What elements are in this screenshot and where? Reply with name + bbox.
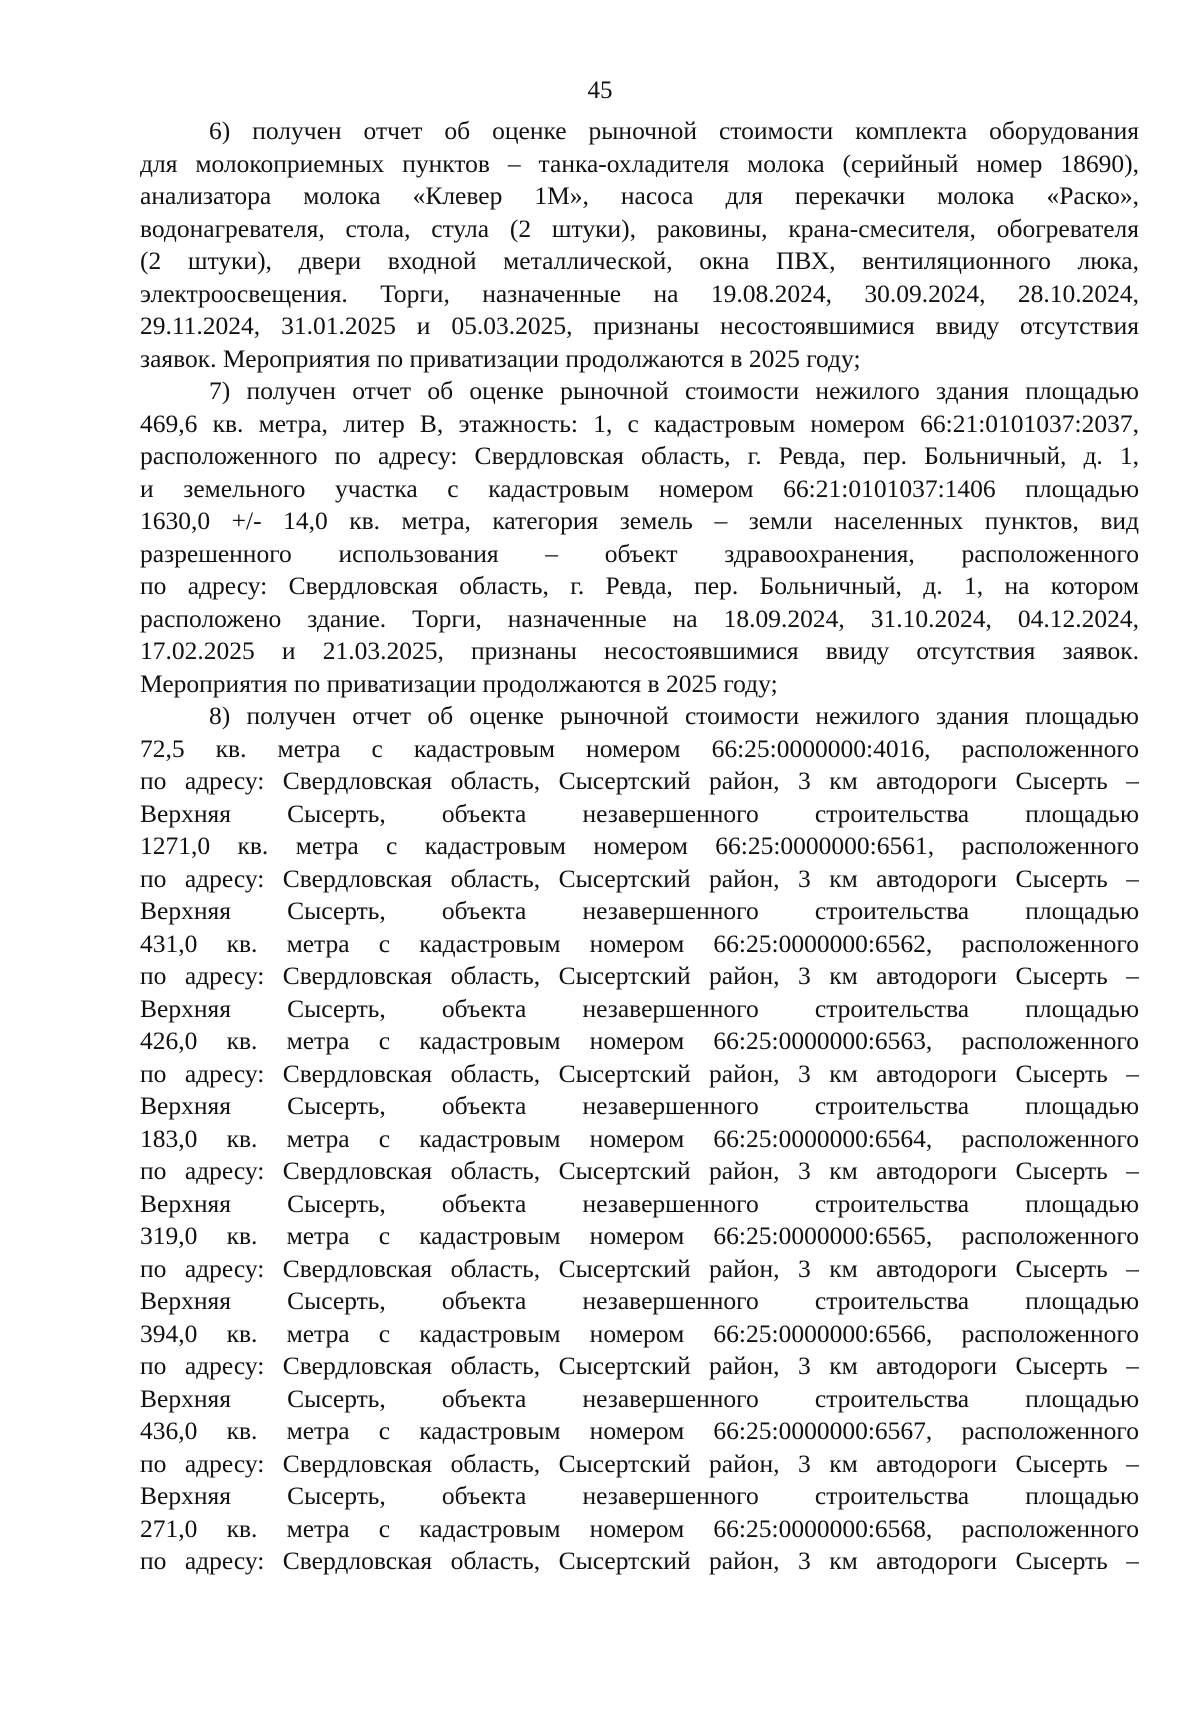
text-line: Верхняя Сысерть, объекта незавершенного строительства площадью bbox=[140, 1091, 1139, 1120]
text-line: Верхняя Сысерть, объекта незавершенного строительства площадью bbox=[140, 798, 1139, 828]
text-line: разрешенного использования – объект здравоохранения, расположенного bbox=[140, 538, 1139, 568]
text-line: Мероприятия по приватизации продолжаются в 2025 году; bbox=[140, 668, 778, 698]
text-line: 8) получен отчет об оценке рыночной стоимости нежилого здания площадью bbox=[209, 701, 1139, 730]
text-line: 183,0 кв. метра с кадастровым номером 66:25:0000000:6564, расположенного bbox=[140, 1123, 1139, 1153]
text-line: по адресу: Свердловская область, Сысертский район, 3 км автодороги Сысерть – bbox=[140, 961, 1139, 990]
text-line: по адресу: Свердловская область, Сысертский район, 3 км автодороги Сысерть – bbox=[140, 1448, 1139, 1478]
text-line: 29.11.2024, 31.01.2025 и 05.03.2025, признаны несостоявшимися ввиду отсутствия bbox=[140, 311, 1139, 340]
text-line: и земельного участка с кадастровым номером 66:21:0101037:1406 площадью bbox=[140, 473, 1139, 503]
text-line: водонагревателя, стола, стула (2 штуки), раковины, крана-смесителя, обогревателя bbox=[140, 213, 1139, 243]
text-line: 1271,0 кв. метра с кадастровым номером 66:25:0000000:6561, расположенного bbox=[140, 831, 1139, 860]
text-line: 431,0 кв. метра с кадастровым номером 66:25:0000000:6562, расположенного bbox=[140, 928, 1139, 958]
text-line: для молокоприемных пунктов – танка-охладителя молока (серийный номер 18690), bbox=[140, 148, 1139, 178]
text-line: 72,5 кв. метра с кадастровым номером 66:25:0000000:4016, расположенного bbox=[140, 733, 1139, 763]
text-line: 436,0 кв. метра с кадастровым номером 66:25:0000000:6567, расположенного bbox=[140, 1416, 1139, 1445]
text-line: по адресу: Свердловская область, Сысертский район, 3 км автодороги Сысерть – bbox=[140, 863, 1139, 893]
text-line: по адресу: Свердловская область, Сысертский район, 3 км автодороги Сысерть – bbox=[140, 1351, 1139, 1380]
text-line: Верхняя Сысерть, объекта незавершенного строительства площадью bbox=[140, 1286, 1139, 1315]
text-line: по адресу: Свердловская область, Сысертский район, 3 км автодороги Сысерть – bbox=[140, 1058, 1139, 1088]
text-line: расположено здание. Торги, назначенные на 18.09.2024, 31.10.2024, 04.12.2024, bbox=[140, 603, 1139, 633]
text-line: Верхняя Сысерть, объекта незавершенного строительства площадью bbox=[140, 1188, 1139, 1218]
text-line: по адресу: Свердловская область, Сысертский район, 3 км автодороги Сысерть – bbox=[140, 1546, 1139, 1575]
text-line: 469,6 кв. метра, литер В, этажность: 1, с кадастровым номером 66:21:0101037:2037, bbox=[140, 408, 1139, 438]
document-body bbox=[140, 115, 1139, 1578]
paragraph-item-8 bbox=[140, 700, 1139, 1578]
text-line: Верхняя Сысерть, объекта незавершенного строительства площадью bbox=[140, 896, 1139, 925]
text-line: Верхняя Сысерть, объекта незавершенного строительства площадью bbox=[140, 1383, 1139, 1413]
page-number: 45 bbox=[587, 77, 613, 104]
text-line: 426,0 кв. метра с кадастровым номером 66:25:0000000:6563, расположенного bbox=[140, 1026, 1139, 1055]
text-line: по адресу: Свердловская область, Сысертский район, 3 км автодороги Сысерть – bbox=[140, 1156, 1139, 1185]
text-line: 17.02.2025 и 21.03.2025, признаны несостоявшимися ввиду отсутствия заявок. bbox=[140, 636, 1139, 665]
text-line: по адресу: Свердловская область, Сысертский район, 3 км автодороги Сысерть – bbox=[140, 1253, 1139, 1283]
paragraph-item-7 bbox=[140, 375, 1139, 700]
text-line: (2 штуки), двери входной металлической, окна ПВХ, вентиляционного люка, bbox=[140, 246, 1139, 275]
text-line: Верхняя Сысерть, объекта незавершенного строительства площадью bbox=[140, 1481, 1139, 1510]
text-line: анализатора молока «Клевер 1М», насоса для перекачки молока «Раско», bbox=[140, 181, 1139, 210]
text-line: 271,0 кв. метра с кадастровым номером 66:25:0000000:6568, расположенного bbox=[140, 1513, 1139, 1543]
text-line: электроосвещения. Торги, назначенные на 19.08.2024, 30.09.2024, 28.10.2024, bbox=[140, 278, 1139, 308]
text-line: Верхняя Сысерть, объекта незавершенного строительства площадью bbox=[140, 993, 1139, 1023]
text-line: 1630,0 +/- 14,0 кв. метра, категория земель – земли населенных пунктов, вид bbox=[140, 506, 1139, 535]
text-line: 394,0 кв. метра с кадастровым номером 66:25:0000000:6566, расположенного bbox=[140, 1318, 1139, 1348]
paragraph-item-6 bbox=[140, 115, 1139, 375]
text-line: расположенного по адресу: Свердловская область, г. Ревда, пер. Больничный, д. 1, bbox=[140, 441, 1139, 470]
text-line: заявок. Мероприятия по приватизации продолжаются в 2025 году; bbox=[140, 343, 861, 373]
text-line: 319,0 кв. метра с кадастровым номером 66:25:0000000:6565, расположенного bbox=[140, 1221, 1139, 1250]
text-line: по адресу: Свердловская область, г. Ревда, пер. Больничный, д. 1, на котором bbox=[140, 571, 1139, 600]
text-line: по адресу: Свердловская область, Сысертский район, 3 км автодороги Сысерть – bbox=[140, 766, 1139, 795]
text-line: 7) получен отчет об оценке рыночной стоимости нежилого здания площадью bbox=[209, 376, 1139, 405]
text-line: 6) получен отчет об оценке рыночной стоимости комплекта оборудования bbox=[209, 116, 1139, 145]
